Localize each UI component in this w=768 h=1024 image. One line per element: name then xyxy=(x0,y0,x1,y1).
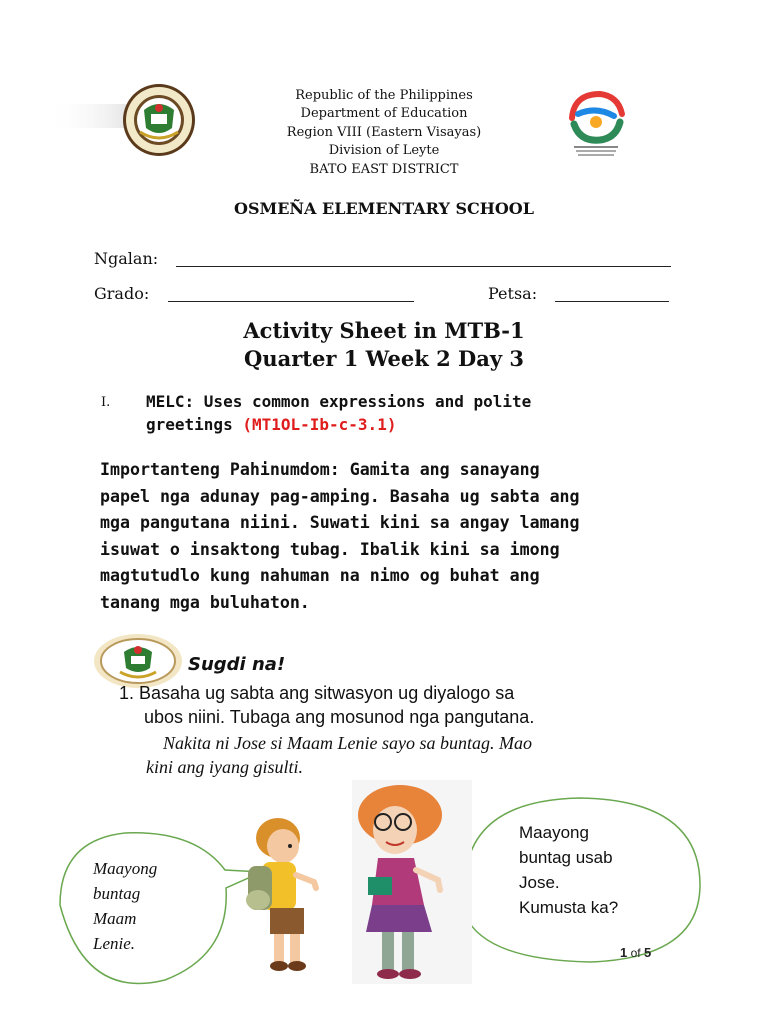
grade-label: Grado: xyxy=(94,284,150,303)
melc-number: I. xyxy=(101,395,111,410)
header-division: Division of Leyte xyxy=(328,143,440,158)
instruction-line-1: 1. Basaha ug sabta ang sitwasyon ug diyalogo sa xyxy=(119,683,515,703)
story-line-1: Nakita ni Jose si Maam Lenie sayo sa buntag. Mao xyxy=(163,733,532,753)
melc-line-1: MELC: Uses common expressions and polite xyxy=(146,392,532,411)
instruction-line-2: ubos niini. Tubaga ang mosunod nga pangutana. xyxy=(144,707,535,727)
page-total: 5 xyxy=(643,945,652,960)
boy-figure xyxy=(246,818,316,971)
quarter-title: Quarter 1 Week 2 Day 3 xyxy=(244,346,524,371)
left-bubble-line: Lenie. xyxy=(93,934,136,953)
page-number xyxy=(620,945,651,960)
reminder-line: tanang mga buluhaton. xyxy=(100,592,310,612)
melc-line-2-text: greetings xyxy=(146,415,243,434)
teacher-figure xyxy=(352,780,472,984)
date-label: Petsa: xyxy=(488,284,538,303)
reminder-line: papel nga adunay pag-amping. Basaha ug sabta ang xyxy=(100,486,580,506)
reminder-line: isuwat o insaktong tubag. Ibalik kini sa imong xyxy=(100,539,560,559)
section-heading: Sugdi na! xyxy=(188,654,286,675)
right-bubble-line: Jose. xyxy=(519,873,560,892)
page-current: 1 xyxy=(620,945,628,960)
melc-line-2 xyxy=(146,413,666,436)
header-department: Department of Education xyxy=(300,106,468,121)
grade-field-line[interactable] xyxy=(168,301,414,302)
reminder-line: mga pangutana niini. Suwati kini sa angay lamang xyxy=(100,513,580,533)
right-bubble-line: buntag usab xyxy=(519,848,613,867)
right-bubble-text xyxy=(519,820,618,920)
header-district: BATO EAST DISTRICT xyxy=(309,162,459,177)
reminder-line: magtutudlo kung nahuman na nimo og buhat ang xyxy=(100,566,540,586)
right-bubble-line: Maayong xyxy=(519,823,589,842)
left-bubble-line: Maam xyxy=(93,909,137,928)
story-line-2: kini ang iyang gisulti. xyxy=(146,757,303,777)
reminder-line: Importanteng Pahinumdom: Gamita ang sanayang xyxy=(100,460,540,479)
left-bubble-text xyxy=(93,856,157,956)
activity-title: Activity Sheet in MTB-1 xyxy=(243,318,525,343)
left-speech-bubble xyxy=(60,833,262,984)
left-bubble-line: buntag xyxy=(93,884,141,903)
melc-text xyxy=(146,390,666,436)
date-field-line[interactable] xyxy=(555,301,669,302)
left-bubble-line: Maayong xyxy=(93,859,158,878)
name-label: Ngalan: xyxy=(94,249,159,268)
page-of: of xyxy=(630,946,641,960)
name-field-line[interactable] xyxy=(176,266,671,267)
melc-code: (MT1OL-Ib-c-3.1) xyxy=(242,415,397,434)
header-region: Region VIII (Eastern Visayas) xyxy=(286,125,482,140)
right-bubble-line: Kumusta ka? xyxy=(519,898,619,917)
reminder-paragraph xyxy=(100,457,670,617)
school-name: OSMEÑA ELEMENTARY SCHOOL xyxy=(234,199,534,218)
header-republic: Republic of the Philippines xyxy=(295,88,473,103)
